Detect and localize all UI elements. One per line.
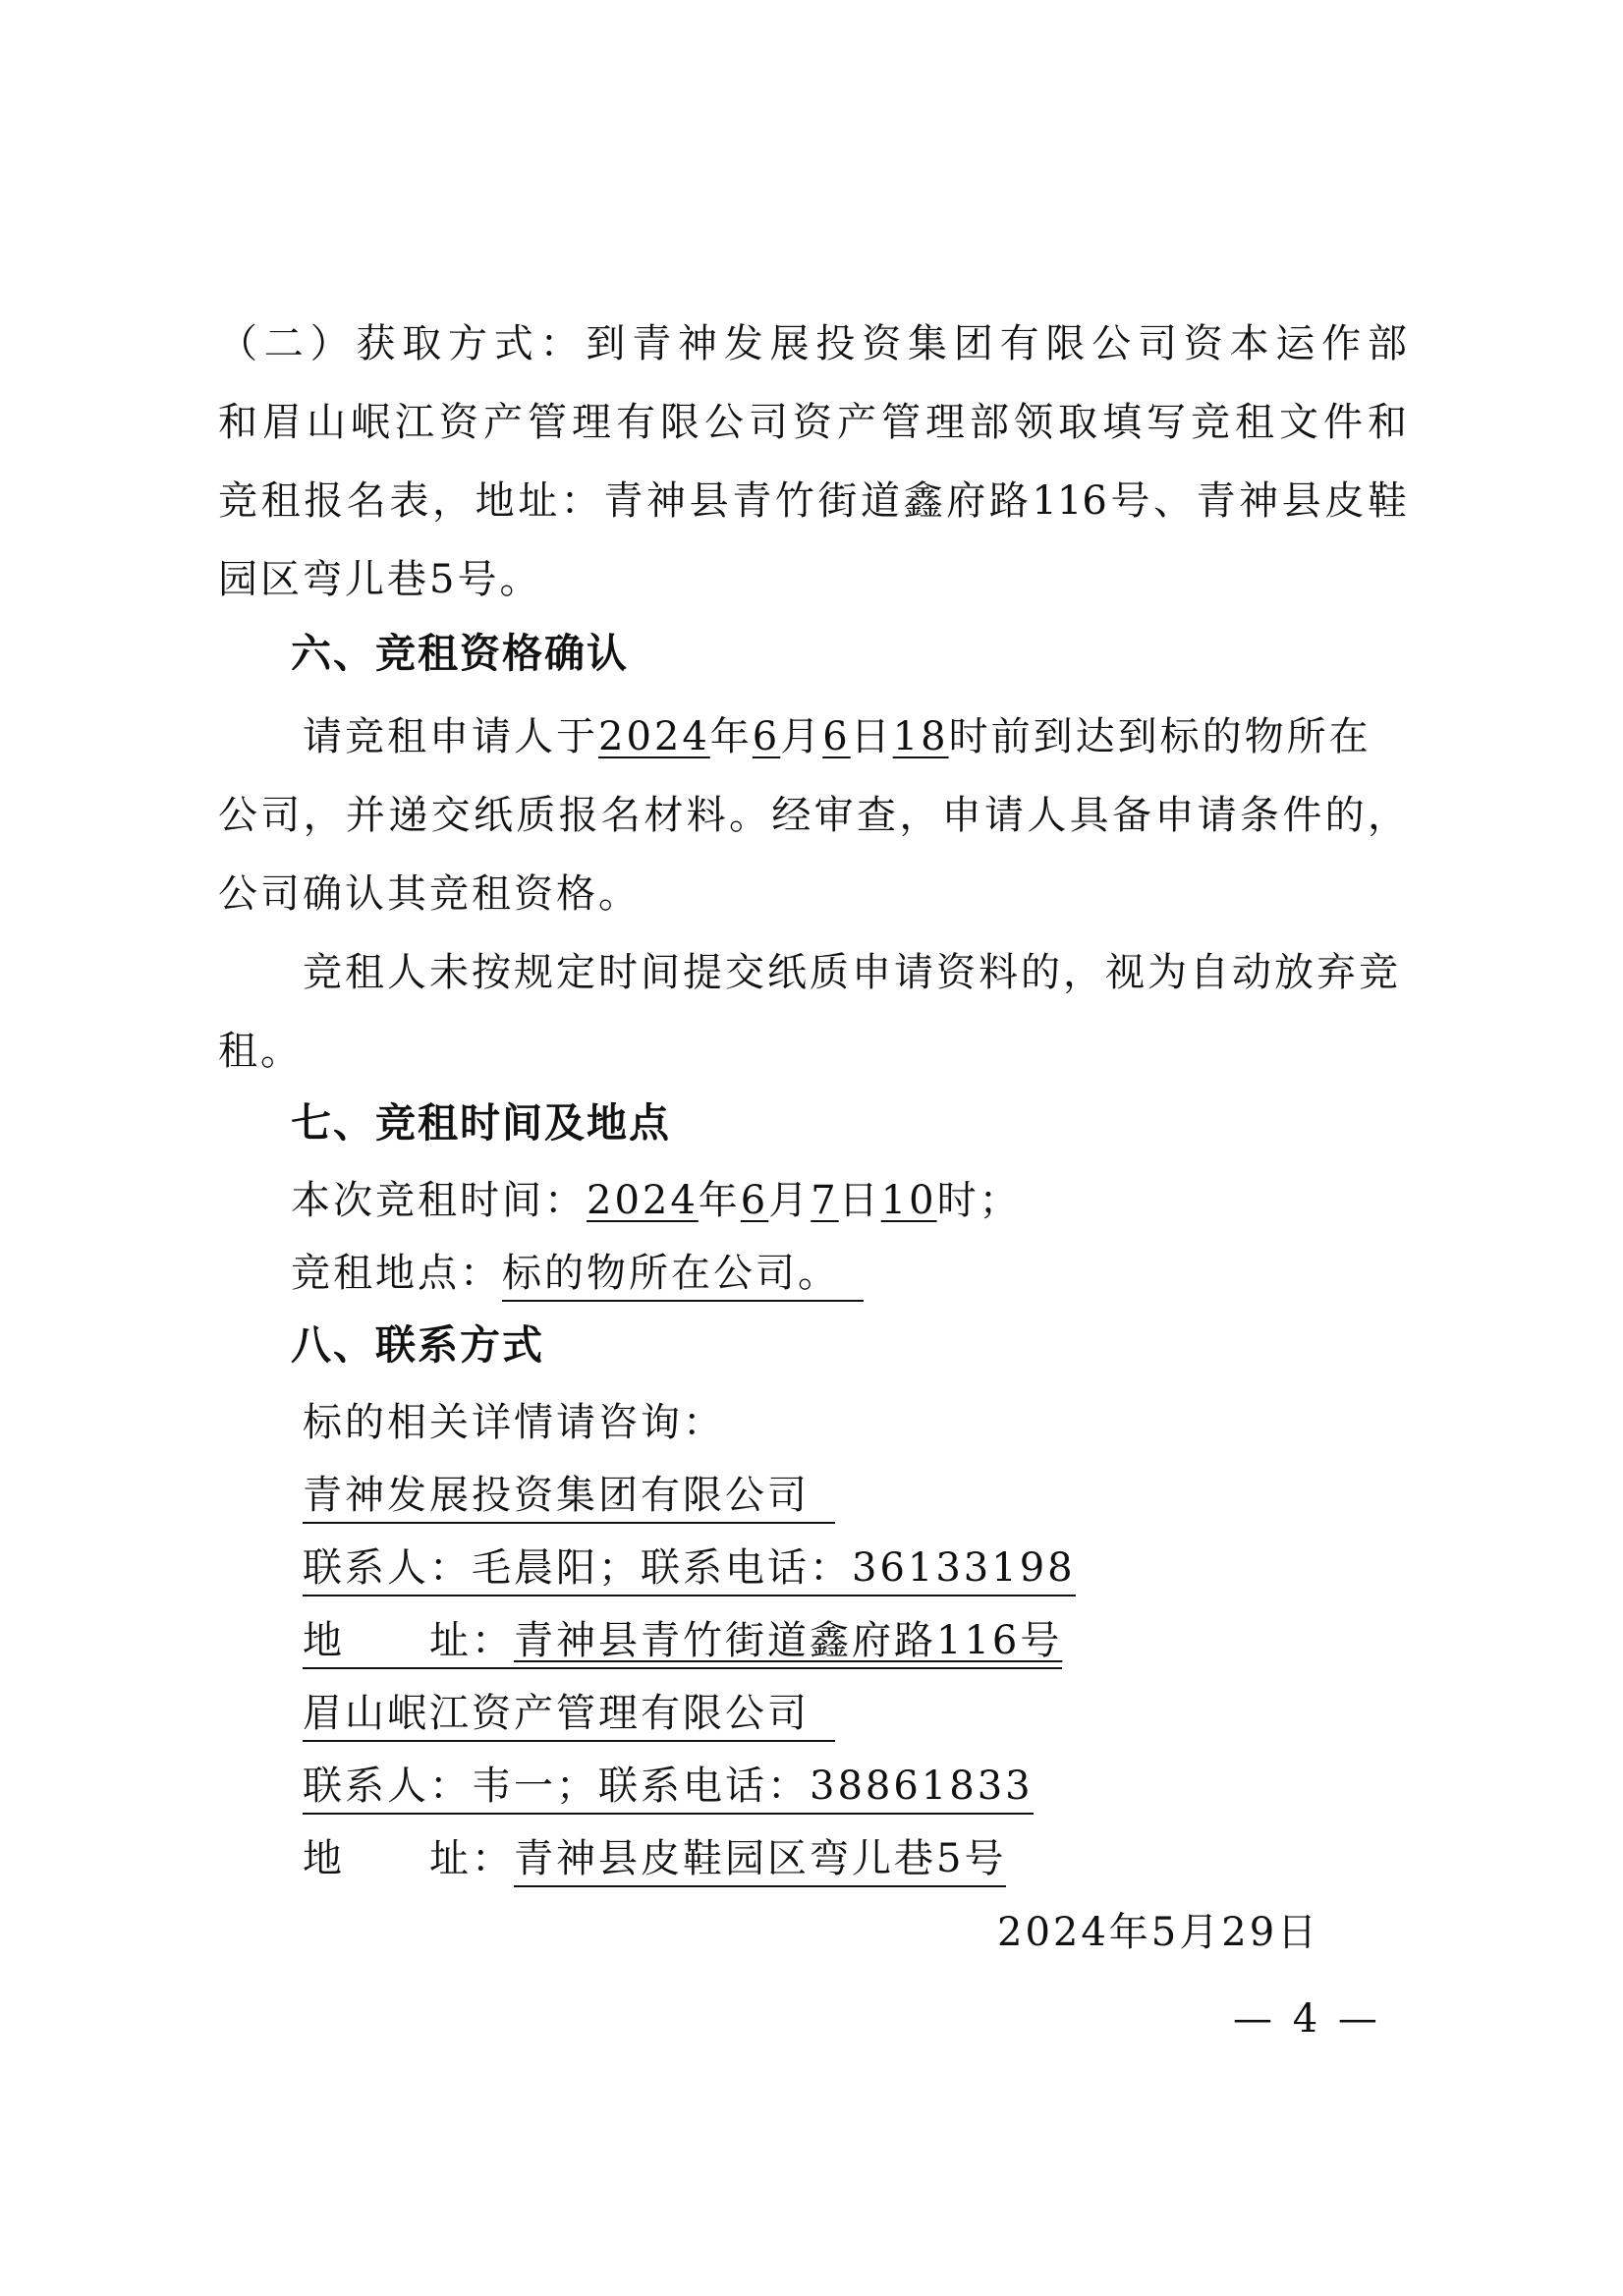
document-date: 2024年5月29日 [997, 1910, 1320, 1955]
section5-2-line1: （二）获取方式：到青神发展投资集团有限公司资本运作部 [218, 321, 1407, 366]
address1-line [303, 1609, 1062, 1669]
address2-value: 青神县皮鞋园区弯儿巷5号 [514, 1827, 1006, 1887]
addr-label-a: 地 [303, 1618, 345, 1663]
auction-month: 6 [740, 1178, 769, 1223]
auction-day: 7 [811, 1178, 839, 1223]
company2-name: 眉山岷江资产管理有限公司 [303, 1682, 835, 1742]
deadline-day: 6 [822, 714, 851, 759]
section5-2-line2: 和眉山岷江资产管理有限公司资产管理部领取填写竞租文件和 [218, 400, 1407, 445]
section7-time [291, 1169, 1022, 1225]
auction-year: 2024 [587, 1178, 699, 1223]
company2-line [303, 1682, 835, 1742]
contact1-line [303, 1537, 1076, 1596]
section6-heading: 六、竞租资格确认 [291, 630, 629, 677]
year-char: 年 [709, 714, 753, 759]
deadline-year: 2024 [598, 714, 710, 759]
hour-char: 时； [936, 1178, 1022, 1223]
page-number: — 4 — [1233, 1996, 1381, 2042]
auction-hour: 10 [880, 1178, 937, 1223]
contact-intro: 标的相关详情请咨询： [303, 1400, 725, 1445]
section7-place [291, 1242, 864, 1302]
section6-p2-line2: 租。 [218, 1029, 303, 1074]
month-char: 月 [768, 1178, 812, 1223]
addr-label-b: 址： [429, 1836, 514, 1881]
address2-line [303, 1827, 1006, 1887]
contact1: 联系人：毛晨阳；联系电话：36133198 [303, 1537, 1076, 1596]
day-char: 日 [838, 1178, 881, 1223]
year-char: 年 [698, 1178, 741, 1223]
address1 [303, 1609, 1062, 1669]
company1-name: 青神发展投资集团有限公司 [303, 1464, 835, 1524]
month-char: 月 [780, 714, 823, 759]
section7-heading: 七、竞租时间及地点 [291, 1099, 671, 1147]
section5-2-line4: 园区弯儿巷5号。 [218, 557, 542, 602]
contact2: 联系人：韦一；联系电话：38861833 [303, 1755, 1034, 1815]
section6-prefix: 请竞租申请人于 [303, 714, 598, 759]
place-label: 竞租地点： [291, 1251, 502, 1296]
addr-label-b: 址： [429, 1618, 514, 1663]
deadline-month: 6 [752, 714, 781, 759]
time-label: 本次竞租时间： [291, 1178, 587, 1223]
day-char: 日 [850, 714, 893, 759]
section6-p1-line2: 公司，并递交纸质报名材料。经审查，申请人具备申请条件的， [218, 793, 1407, 838]
company1-line [303, 1464, 835, 1524]
place-value: 标的物所在公司。 [502, 1242, 864, 1302]
section6-p1-line1 [303, 705, 1371, 761]
section6-p2-line1: 竞租人未按规定时间提交纸质申请资料的，视为自动放弃竞 [303, 950, 1401, 995]
contact2-line [303, 1755, 1034, 1815]
address1-value: 青神县青竹街道鑫府路116号 [514, 1618, 1063, 1663]
section5-2-line3: 竞租报名表，地址：青神县青竹街道鑫府路116号、青神县皮鞋 [218, 478, 1407, 524]
section6-suffix: 时前到达到标的物所在 [948, 714, 1371, 759]
addr-label-a: 地 [303, 1836, 345, 1881]
section6-p1-line3: 公司确认其竞租资格。 [218, 871, 641, 917]
deadline-hour: 18 [892, 714, 949, 759]
section8-heading: 八、联系方式 [291, 1321, 544, 1369]
